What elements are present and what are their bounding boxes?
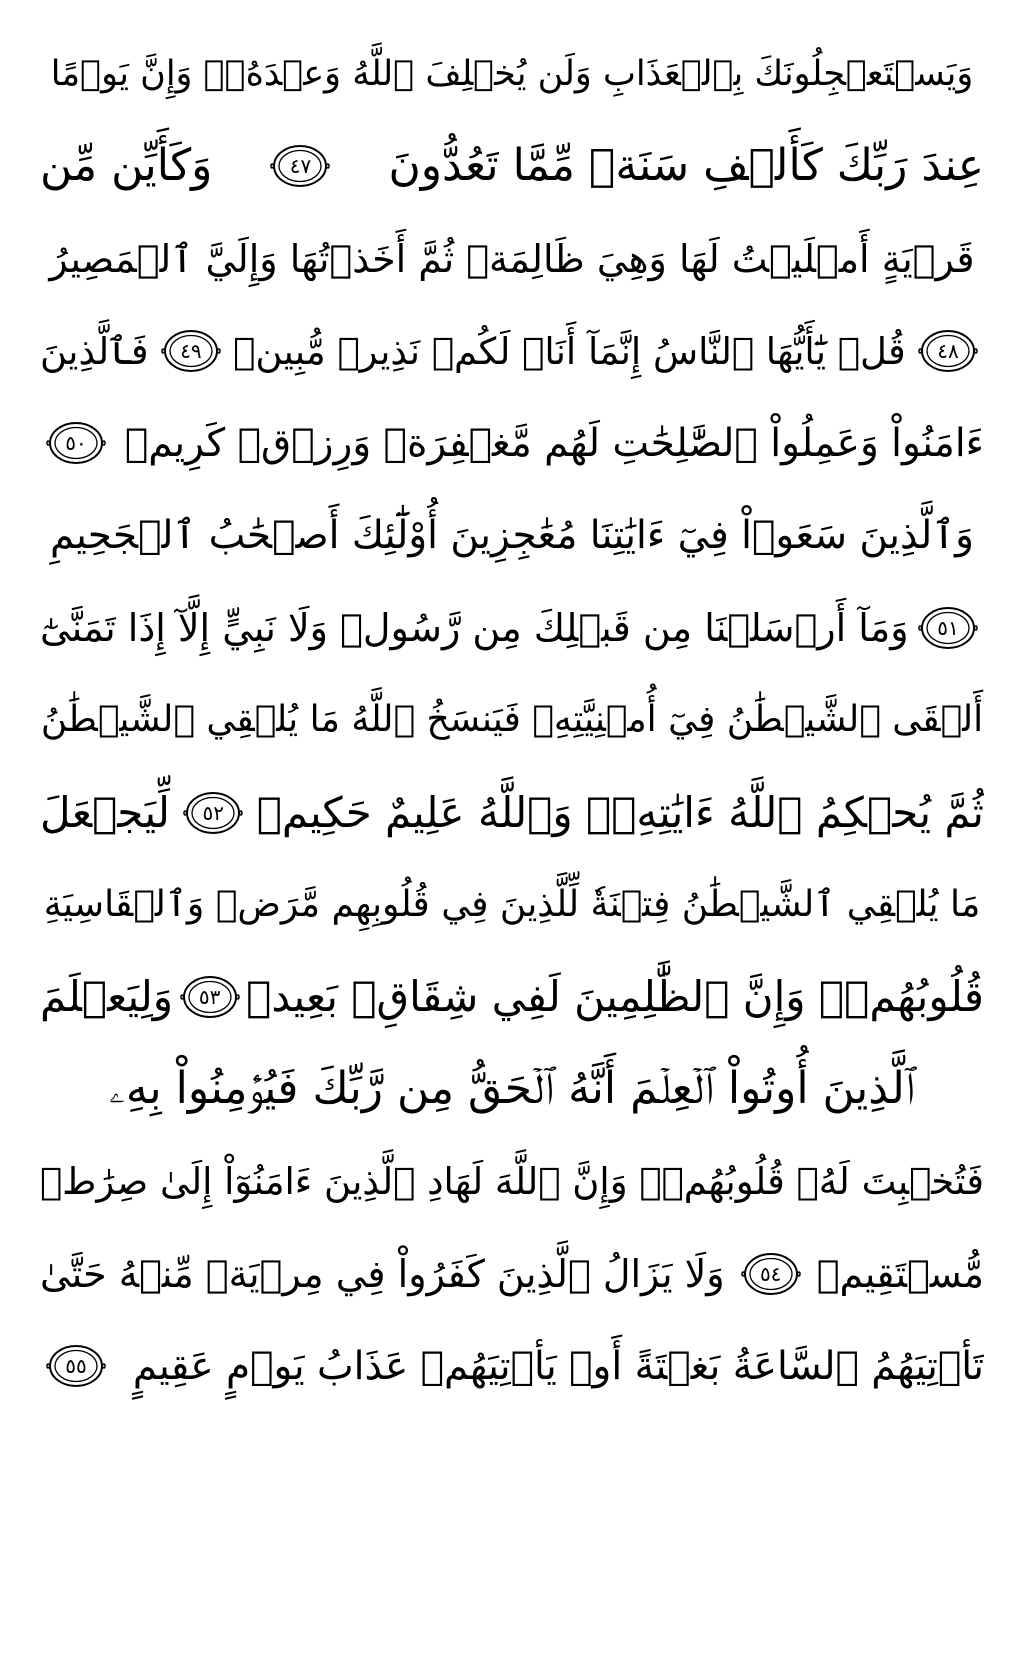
ayah-number-marker bbox=[268, 141, 332, 191]
ayah-number-marker bbox=[159, 326, 223, 376]
ayah-number: ٤٧ bbox=[289, 154, 312, 179]
ayah-number: ٥٤ bbox=[759, 1262, 782, 1286]
ayah-number: ٥٢ bbox=[202, 800, 225, 825]
ayah-number-marker bbox=[44, 1341, 108, 1391]
verse-text: وَمَآ أَرۡسَلۡنَا مِن قَبۡلِكَ مِن رَّسُولٖ وَلَا نَبِيٍّ إِلَّآ إِذَا تَمَنَّىٰٓ bbox=[40, 605, 909, 650]
verse-line bbox=[40, 28, 984, 120]
ayah-number: ٥٥ bbox=[65, 1354, 87, 1379]
verse-line bbox=[40, 582, 984, 674]
verse-text: ٱلَّذِينَ أُوتُواْ ٱلۡعِلۡمَ أَنَّهُ ٱلۡحَقُّ مِن رَّبِّكَ فَيُؤۡمِنُواْ بِهِۦ bbox=[109, 1063, 915, 1115]
ayah-number-marker bbox=[181, 788, 245, 838]
verse-line bbox=[40, 766, 984, 858]
verse-line bbox=[40, 120, 984, 212]
ayah-number: ٥٠ bbox=[65, 431, 87, 456]
verse-text: قَرۡيَةٍ أَمۡلَيۡتُ لَهَا وَهِيَ ظَالِمَةٞ ثُمَّ أَخَذۡتُهَا وَإِلَيَّ ٱلۡمَصِيرُ bbox=[49, 236, 975, 281]
verse-text: وَلِيَعۡلَمَ bbox=[40, 972, 174, 1022]
verse-text: وَٱلَّذِينَ سَعَوۡاْ فِيٓ ءَايَٰتِنَا مُعَٰجِزِينَ أُوْلَٰٓئِكَ أَصۡحَٰبُ ٱلۡجَحِيمِ bbox=[50, 513, 975, 559]
ayah-number: ٤٨ bbox=[937, 339, 959, 364]
verse-text: ثُمَّ يُحۡكِمُ ٱللَّهُ ءَايَٰتِهِۦۗ وَٱللَّهُ عَلِيمٌ حَكِيمٞ bbox=[256, 787, 984, 837]
verse-text: لِّيَجۡعَلَ bbox=[40, 787, 170, 837]
verse-line bbox=[40, 1228, 984, 1320]
verse-line bbox=[40, 1043, 984, 1135]
ayah-number: ٥١ bbox=[937, 615, 959, 640]
verse-text: تَأۡتِيَهُمُ ٱلسَّاعَةُ بَغۡتَةً أَوۡ يَأۡتِيَهُمۡ عَذَابُ يَوۡمٍ عَقِيمٍ bbox=[132, 1343, 984, 1389]
ayah-number-marker bbox=[44, 418, 108, 468]
verse-line bbox=[40, 305, 984, 397]
verse-text: فَٱلَّذِينَ bbox=[40, 329, 149, 373]
verse-text: أَلۡقَى ٱلشَّيۡطَٰنُ فِيٓ أُمۡنِيَّتِهِۦ فَيَنسَخُ ٱللَّهُ مَا يُلۡقِي ٱلشَّيۡطَٰنُ bbox=[40, 699, 984, 741]
ayah-number-marker bbox=[916, 326, 980, 376]
ayah-number-marker bbox=[739, 1249, 803, 1299]
verse-line bbox=[40, 1320, 984, 1412]
verse-line bbox=[40, 674, 984, 766]
verse-text: قُلۡ يَٰٓأَيُّهَا ٱلنَّاسُ إِنَّمَآ أَنَا۠ لَكُمۡ نَذِيرٞ مُّبِينٞ bbox=[233, 329, 906, 373]
verse-text: ءَامَنُواْ وَعَمِلُواْ ٱلصَّٰلِحَٰتِ لَهُم مَّغۡفِرَةٞ وَرِزۡقٞ كَرِيمٞ bbox=[124, 420, 984, 466]
ayah-number-marker bbox=[178, 972, 242, 1022]
verse-text: وَيَسۡتَعۡجِلُونَكَ بِٱلۡعَذَابِ وَلَن يُخۡلِفَ ٱللَّهُ وَعۡدَهُۥۚ وَإِنَّ يَوۡمًا bbox=[50, 53, 974, 94]
verse-text: وَلَا يَزَالُ ٱلَّذِينَ كَفَرُواْ فِي مِرۡيَةٖ مِّنۡهُ حَتَّىٰ bbox=[40, 1252, 725, 1296]
verse-text: فَتُخۡبِتَ لَهُۥ قُلُوبُهُمۡۗ وَإِنَّ ٱللَّهَ لَهَادِ ٱلَّذِينَ ءَامَنُوٓاْ إِلَىٰ صِرَٰطٖ bbox=[40, 1160, 984, 1204]
verse-text: وَكَأَيِّن مِّن bbox=[40, 140, 213, 192]
ayah-number: ٥٣ bbox=[198, 985, 221, 1010]
verse-line bbox=[40, 1136, 984, 1228]
verse-text: مَا يُلۡقِي ٱلشَّيۡطَٰنُ فِتۡنَةٗ لِّلَّذِينَ فِي قُلُوبِهِم مَّرَضٞ وَٱلۡقَاسِيَةِ bbox=[43, 883, 981, 925]
verse-line bbox=[40, 489, 984, 581]
verse-text: عِندَ رَبِّكَ كَأَلۡفِ سَنَةٖ مِّمَّا تَعُدُّونَ bbox=[388, 140, 984, 192]
verse-text: مُّسۡتَقِيمٖ bbox=[816, 1252, 984, 1296]
ayah-number-marker bbox=[916, 603, 980, 653]
verse-line bbox=[40, 859, 984, 951]
verse-line bbox=[40, 397, 984, 489]
verse-line bbox=[40, 213, 984, 305]
ayah-number: ٤٩ bbox=[180, 339, 202, 364]
verse-line bbox=[40, 951, 984, 1043]
verse-text: قُلُوبُهُمۡۗ وَإِنَّ ٱلظَّٰلِمِينَ لَفِي شِقَاقِۭ بَعِيدٖ bbox=[246, 972, 984, 1022]
